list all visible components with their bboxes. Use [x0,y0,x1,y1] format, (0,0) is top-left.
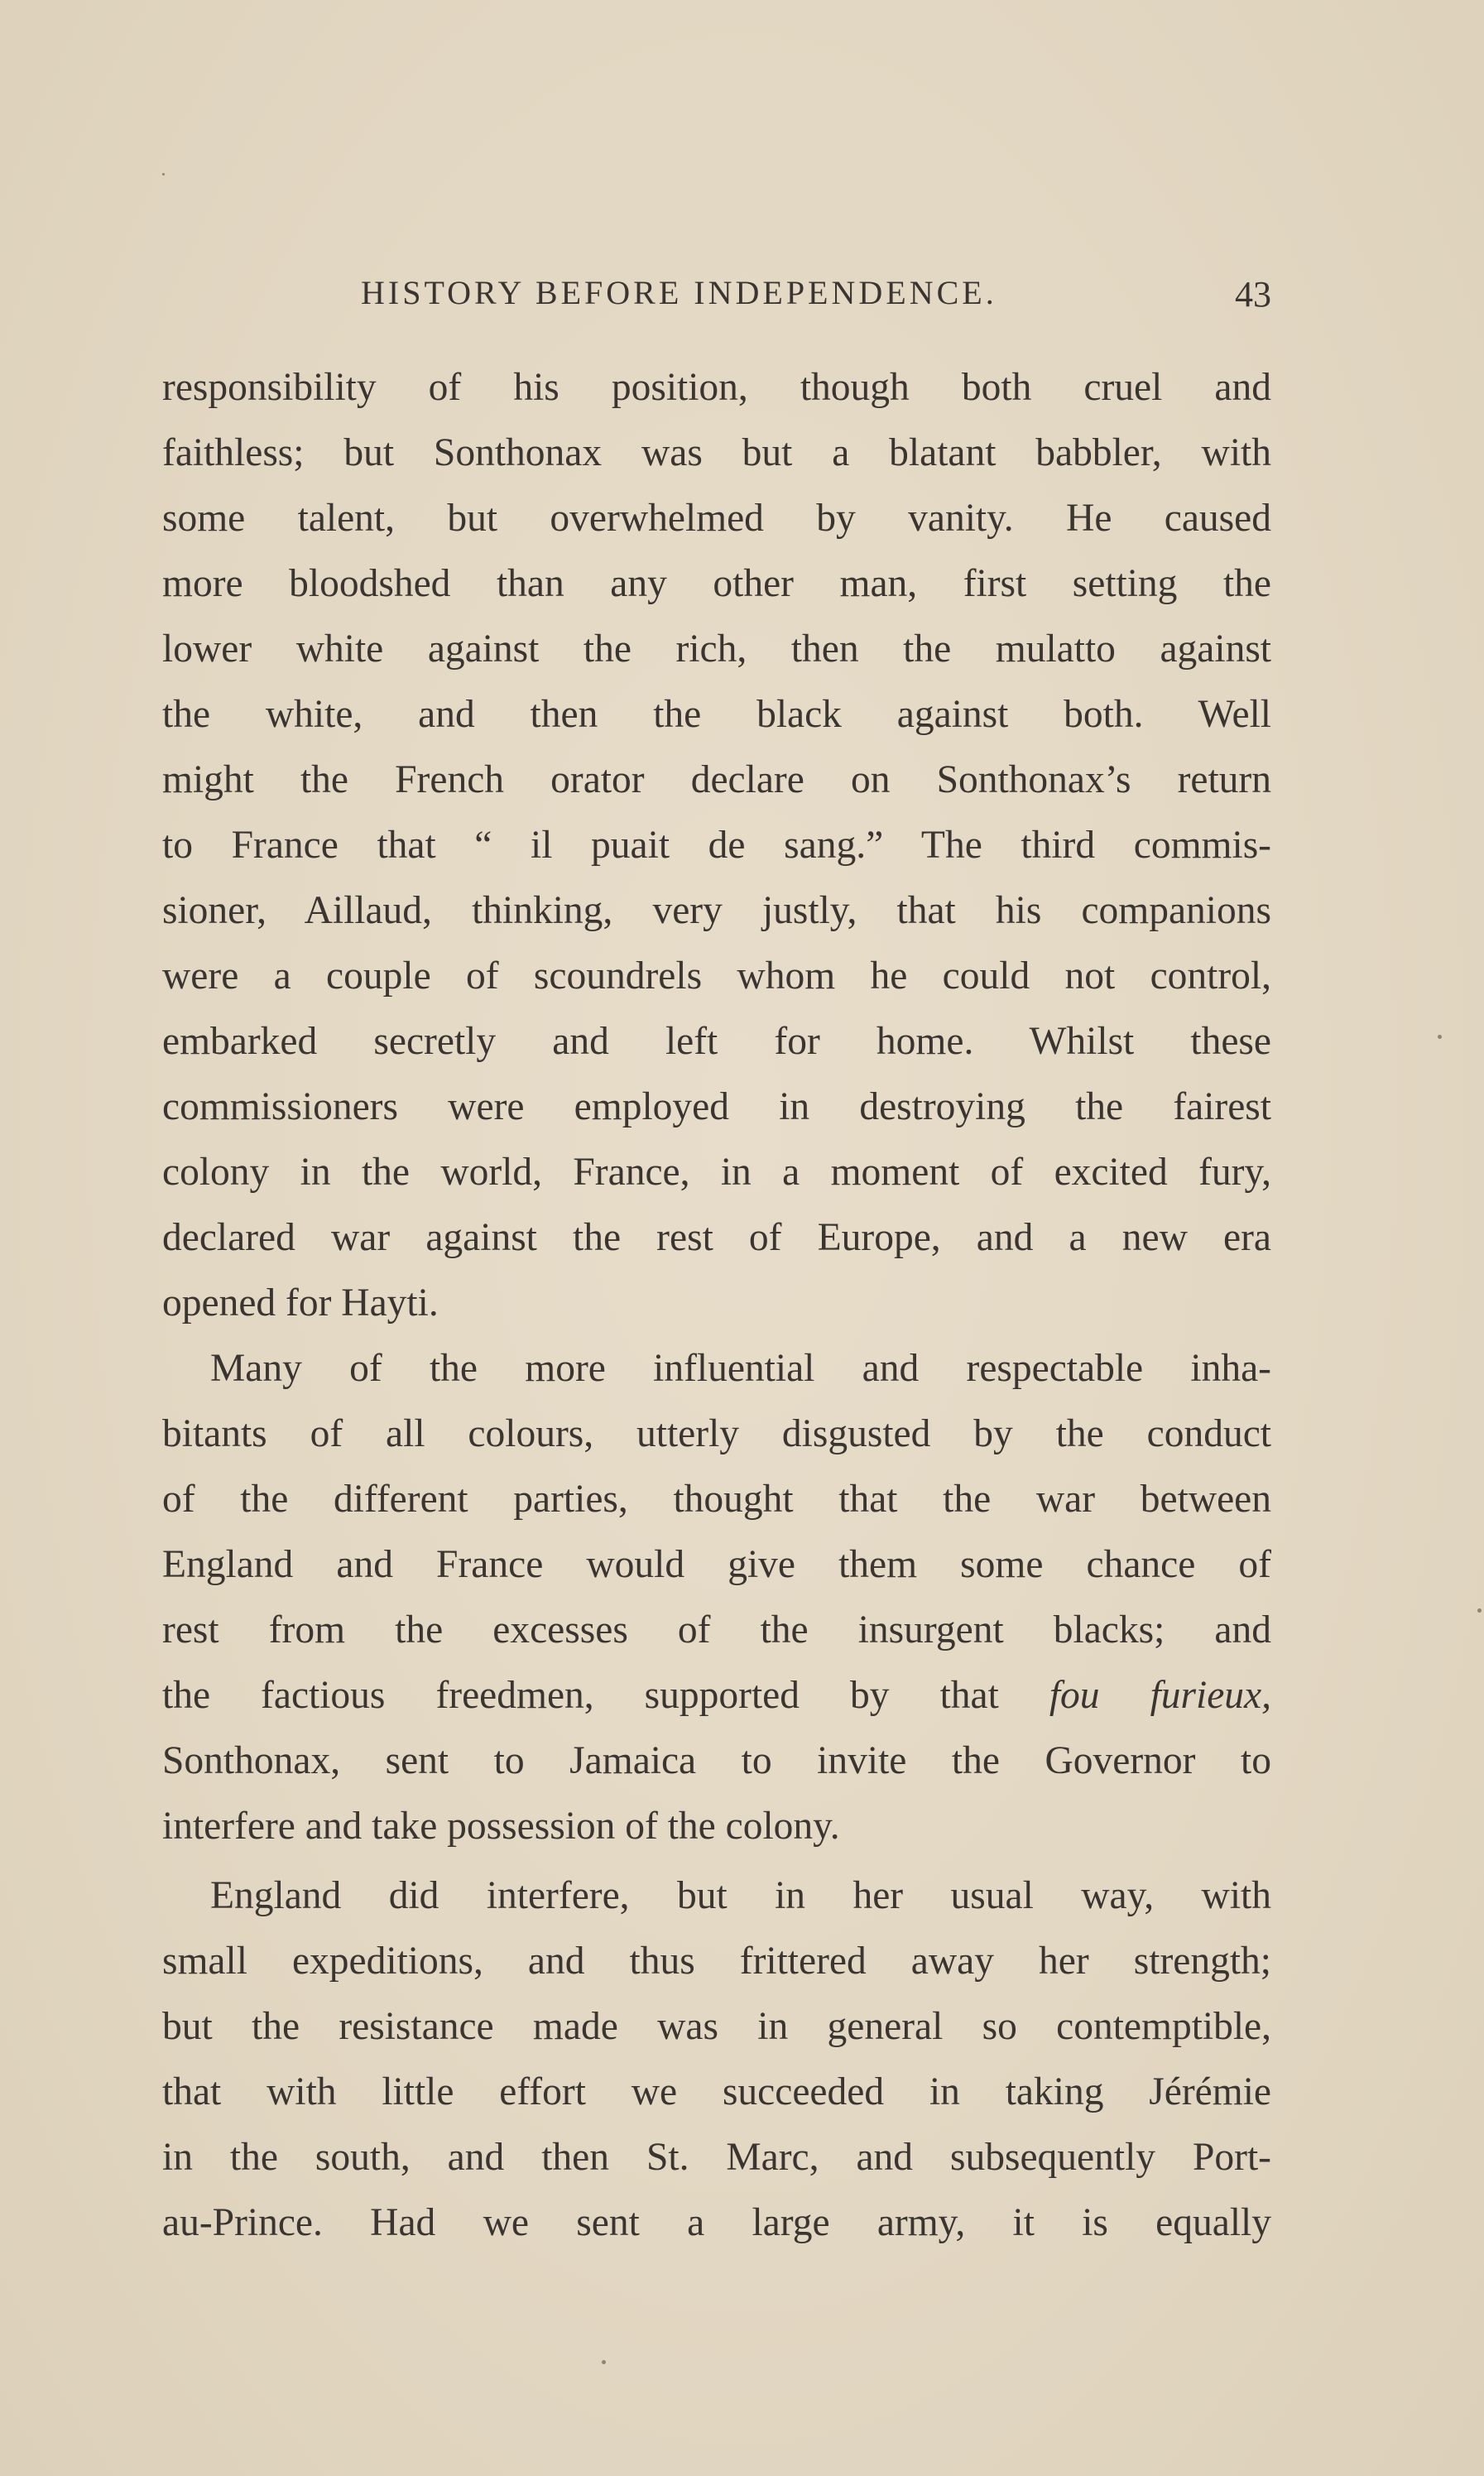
italic-phrase: fou furieux, [1049,1674,1271,1717]
text-line: Sonthonax, sent to Jamaica to invite the Governor to [162,1739,1271,1782]
text-line: small expeditions, and thus frittered away her strength; [162,1940,1271,1983]
text-line: colony in the world, France, in a moment of excited fury, [162,1151,1271,1194]
running-head: HISTORY BEFORE INDEPENDENCE. [361,274,997,311]
paper-speck [162,173,165,175]
text-line: au-Prince. Had we sent a large army, it is equally [162,2201,1271,2244]
text-line: responsibility of his position, though both cruel and [162,366,1271,409]
text-line: interfere and take possession of the colony. [162,1805,840,1848]
text-line: lower white against the rich, then the mulatto against [162,627,1271,671]
text-line: that with little effort we succeeded in taking Jérémie [162,2070,1271,2113]
text-line: sioner, Aillaud, thinking, very justly, that his companions [162,889,1271,932]
text-line: to France that “ il puait de sang.” The third commis- [162,824,1271,867]
page-header [162,273,1271,323]
text-line: embarked secretly and left for home. Whilst these [162,1020,1271,1063]
text-line: were a couple of scoundrels whom he could not control, [162,954,1271,998]
text-line: opened for Hayti. [162,1281,439,1325]
text-line: England and France would give them some chance of [162,1543,1271,1586]
text-line: bitants of all colours, utterly disgusted by the conduct [162,1412,1271,1455]
paper-speck [1477,1608,1482,1613]
text-line: rest from the excesses of the insurgent blacks; and [162,1608,1271,1651]
text-line: England did interfere, but in her usual way, with [210,1874,1271,1917]
text-line: some talent, but overwhelmed by vanity. He caused [162,497,1271,540]
text-line: but the resistance made was in general so contemptible, [162,2005,1271,2048]
text-line: Many of the more influential and respectable inha- [210,1347,1271,1390]
text-line: faithless; but Sonthonax was but a blatant babbler, with [162,431,1271,474]
text-line: the white, and then the black against both. Well [162,693,1271,736]
page-number: 43 [1235,274,1271,315]
text-line: the factious freedmen, supported by that fou furieux, [162,1674,1271,1717]
text-line: declared war against the rest of Europe, and a new era [162,1216,1271,1259]
paper-speck [602,2360,606,2364]
text-line: more bloodshed than any other man, first setting the [162,562,1271,605]
text-line: might the French orator declare on Sonthonax’s return [162,758,1271,801]
text-line: commissioners were employed in destroying the fairest [162,1085,1271,1128]
text-line: of the different parties, thought that the war between [162,1478,1271,1521]
text-line: in the south, and then St. Marc, and subsequently Port- [162,2136,1271,2179]
paper-speck [1438,1035,1442,1039]
